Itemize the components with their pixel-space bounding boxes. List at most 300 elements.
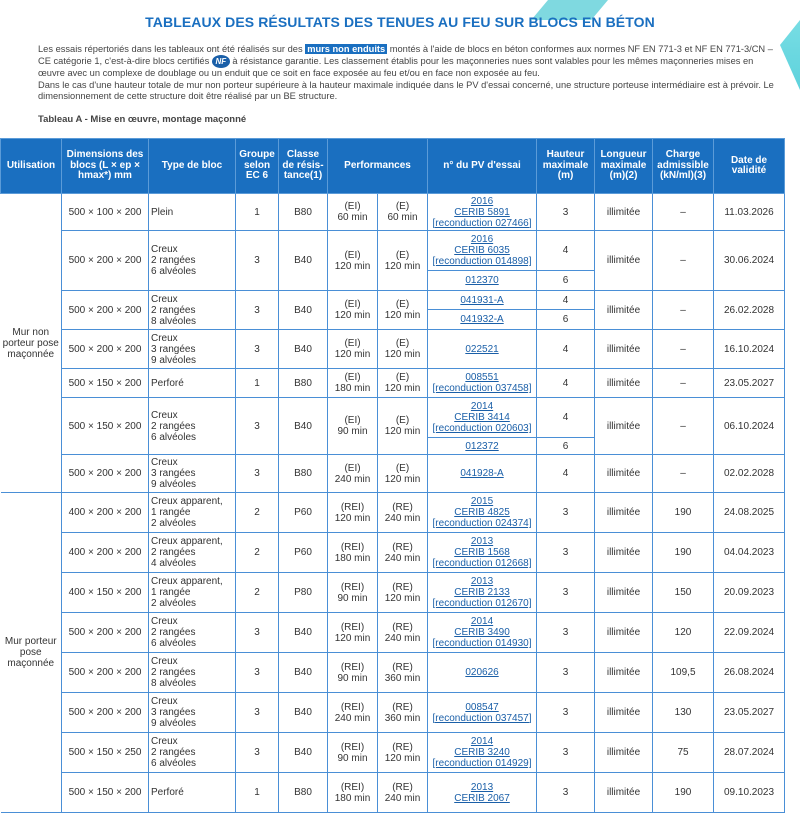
type-cell [149, 533, 236, 573]
hauteur-cell: 3 [537, 493, 595, 533]
cell-line: Creux apparent, [151, 576, 223, 587]
pv-cell [428, 773, 537, 813]
date-cell: 28.07.2024 [714, 733, 785, 773]
cell-line: 120 min [334, 349, 371, 360]
longueur-cell: illimitée [595, 330, 653, 369]
cell-line: 120 min [384, 752, 421, 764]
cell-line: 120 min [334, 260, 371, 272]
longueur-cell: illimitée [595, 398, 653, 455]
groupe-cell: 1 [236, 194, 279, 231]
hauteur-cell: 6 [537, 310, 595, 330]
cell-line: 240 min [384, 632, 421, 644]
cell-line: 6 alvéoles [151, 638, 197, 649]
pv-link[interactable]: 2016 [470, 195, 494, 207]
performance-cell [328, 194, 378, 231]
pv-link[interactable]: CERIB 3240 [454, 747, 510, 758]
cell-line: Creux [151, 656, 178, 667]
cell-line: (RE) [392, 781, 413, 793]
cell-line: Creux [151, 409, 178, 421]
pv-link[interactable]: 012370 [465, 275, 499, 286]
pv-link[interactable]: CERIB 1568 [454, 547, 510, 558]
pv-link[interactable]: 2015 [470, 496, 494, 507]
table-row [1, 194, 785, 231]
cell-line: 180 min [334, 552, 371, 564]
highlight-murs-non-enduits: murs non enduits [307, 44, 386, 54]
dimensions-cell: 500 × 150 × 200 [62, 773, 149, 813]
cell-line: (REI) [340, 541, 365, 553]
dimensions-cell: 500 × 200 × 200 [62, 291, 149, 330]
pv-link[interactable]: CERIB 3490 [454, 627, 510, 638]
pv-link[interactable]: 041932-A [460, 314, 504, 325]
dimensions-cell: 500 × 200 × 200 [62, 231, 149, 291]
hauteur-cell: 6 [537, 271, 595, 291]
cell-line: 2 alvéoles [151, 518, 197, 529]
longueur-cell: illimitée [595, 653, 653, 693]
hauteur-cell: 3 [537, 194, 595, 231]
cell-line: (REI) [340, 741, 365, 753]
performance-cell [378, 194, 428, 231]
date-cell: 24.08.2025 [714, 493, 785, 533]
charge-cell: – [653, 455, 714, 493]
cell-line: 90 min [337, 752, 368, 764]
pv-cell [428, 291, 537, 310]
cell-line: Creux apparent, [151, 536, 223, 547]
date-cell: 23.05.2027 [714, 693, 785, 733]
type-cell [149, 369, 236, 398]
performance-cell [328, 733, 378, 773]
pv-link[interactable]: [reconduction 024374] [432, 518, 532, 529]
cell-line: 90 min [337, 672, 368, 684]
pv-link[interactable]: 020626 [465, 667, 499, 678]
cell-line: 3 rangées [151, 707, 196, 718]
longueur-cell: illimitée [595, 613, 653, 653]
pv-link[interactable]: 041931-A [460, 294, 504, 306]
performance-cell [328, 573, 378, 613]
table-row [1, 231, 785, 271]
cell-line: 60 min [337, 212, 368, 223]
header-type: Type de bloc [149, 139, 236, 194]
pv-link[interactable]: [reconduction 012670] [432, 598, 532, 609]
pv-link[interactable]: 2013 [470, 536, 494, 547]
classe-cell: B80 [279, 194, 328, 231]
pv-link[interactable]: [reconduction 014898] [432, 256, 532, 267]
cell-line: 2 rangées [151, 304, 196, 316]
performance-cell [378, 693, 428, 733]
header-charge: Charge admissible (kN/ml)(3) [653, 139, 714, 194]
table-row [1, 773, 785, 813]
pv-link[interactable]: CERIB 3414 [454, 412, 510, 423]
dimensions-cell: 500 × 150 × 200 [62, 369, 149, 398]
dimensions-cell: 500 × 200 × 200 [62, 653, 149, 693]
dimensions-cell: 500 × 150 × 250 [62, 733, 149, 773]
cell-line: 120 min [384, 592, 421, 604]
dimensions-cell: 500 × 200 × 200 [62, 330, 149, 369]
charge-cell: – [653, 194, 714, 231]
pv-cell [428, 271, 537, 291]
cell-line: (RE) [392, 501, 413, 513]
pv-link[interactable]: 2014 [470, 736, 494, 747]
performance-cell [378, 493, 428, 533]
groupe-cell: 3 [236, 693, 279, 733]
cell-line: (REI) [340, 581, 365, 593]
groupe-cell: 3 [236, 733, 279, 773]
pv-link[interactable]: 012372 [465, 440, 499, 452]
type-cell [149, 194, 236, 231]
cell-line: 240 min [384, 552, 421, 564]
groupe-cell: 3 [236, 613, 279, 653]
charge-cell: – [653, 369, 714, 398]
classe-cell: B40 [279, 330, 328, 369]
type-cell [149, 493, 236, 533]
groupe-cell: 2 [236, 573, 279, 613]
hauteur-cell: 4 [537, 291, 595, 310]
intro-text-part: à résistance garantie. Les classement établis pour les maçonneries nues sont valables pour les mêmes maçonneries mises en œuvre avec un complexe de doublage ou un enduit que ce soit en face exposée au feu et/ou en face non exposée au feu. [38, 56, 754, 79]
cell-line: 240 min [384, 792, 421, 804]
charge-cell: – [653, 231, 714, 291]
nf-logo-icon: NF [212, 55, 230, 68]
performance-cell [328, 493, 378, 533]
pv-link[interactable]: [reconduction 037458] [432, 383, 532, 394]
longueur-cell: illimitée [595, 231, 653, 291]
cell-line: Creux [151, 332, 178, 344]
hauteur-cell: 3 [537, 533, 595, 573]
cell-line: (REI) [340, 701, 365, 713]
header-utilisation: Utilisation [1, 139, 62, 194]
cell-line: 120 min [384, 473, 421, 485]
table-header-row [1, 139, 785, 194]
cell-line: (E) [395, 201, 410, 212]
cell-line: 240 min [334, 712, 371, 724]
classe-cell: B40 [279, 291, 328, 330]
classe-cell: B80 [279, 455, 328, 493]
groupe-cell: 2 [236, 493, 279, 533]
pv-link[interactable]: 008547 [465, 701, 499, 713]
performance-cell [328, 231, 378, 291]
cell-line: (EI) [344, 299, 361, 310]
cell-line: (RE) [392, 701, 413, 713]
pv-cell [428, 533, 537, 573]
cell-line: (RE) [392, 661, 413, 673]
groupe-cell: 3 [236, 398, 279, 455]
pv-cell [428, 733, 537, 773]
intro-text [38, 44, 774, 102]
cell-line: 120 min [334, 632, 371, 644]
pv-cell [428, 310, 537, 330]
page-title: TABLEAUX DES RÉSULTATS DES TENUES AU FEU SUR BLOCS EN BÉTON [145, 14, 655, 30]
dimensions-cell: 500 × 150 × 200 [62, 398, 149, 455]
cell-line: 8 alvéoles [151, 315, 197, 327]
type-cell [149, 613, 236, 653]
pv-link[interactable]: CERIB 2067 [454, 792, 510, 804]
cell-line: (E) [395, 249, 410, 261]
cell-line: 2 rangées [151, 420, 196, 432]
table-row [1, 733, 785, 773]
longueur-cell: illimitée [595, 533, 653, 573]
hauteur-cell: 4 [537, 455, 595, 493]
table-row [1, 613, 785, 653]
pv-link[interactable]: [reconduction 014930] [432, 638, 532, 649]
cell-line: 6 alvéoles [151, 758, 197, 769]
intro-paragraph: Dans le cas d'une hauteur totale de mur non porteur supérieure à la hauteur maximale indiquée dans le PV d'essai concerné, une structure porteuse intermédiaire est à prévoir. Le dimensionnement de cette structure doit être réalisé par un BE structure. [38, 79, 774, 101]
performance-cell [378, 291, 428, 330]
cell-line: 4 alvéoles [151, 558, 197, 569]
charge-cell: 190 [653, 773, 714, 813]
date-cell: 26.08.2024 [714, 653, 785, 693]
longueur-cell: illimitée [595, 733, 653, 773]
pv-link[interactable]: [reconduction 012668] [432, 558, 532, 569]
pv-link[interactable]: [reconduction 014929] [432, 758, 532, 769]
pv-link[interactable]: CERIB 6035 [454, 245, 510, 256]
date-cell: 20.09.2023 [714, 573, 785, 613]
cell-line: (RE) [392, 581, 413, 593]
groupe-cell: 1 [236, 773, 279, 813]
pv-link[interactable]: 2013 [470, 576, 494, 587]
pv-cell [428, 231, 537, 271]
classe-cell: P80 [279, 573, 328, 613]
pv-cell [428, 493, 537, 533]
cell-line: 9 alvéoles [151, 718, 197, 729]
date-cell: 06.10.2024 [714, 398, 785, 455]
groupe-cell: 3 [236, 231, 279, 291]
cell-line: 120 min [384, 310, 421, 321]
performance-cell [378, 733, 428, 773]
cell-line: 2 rangées [151, 667, 196, 678]
performance-cell [378, 533, 428, 573]
cell-line: (RE) [392, 741, 413, 753]
groupe-cell: 3 [236, 291, 279, 330]
table-caption: Tableau A - Mise en œuvre, montage maçonné [38, 114, 247, 125]
table-row [1, 653, 785, 693]
table-row [1, 291, 785, 310]
cell-line: 2 rangées [151, 627, 196, 638]
type-cell [149, 398, 236, 455]
date-cell: 30.06.2024 [714, 231, 785, 291]
cell-line: 180 min [334, 792, 371, 804]
performance-cell [328, 291, 378, 330]
cell-line: 9 alvéoles [151, 479, 197, 490]
longueur-cell: illimitée [595, 369, 653, 398]
pv-link[interactable]: CERIB 2133 [454, 587, 510, 598]
charge-cell: 190 [653, 493, 714, 533]
classe-cell: B40 [279, 693, 328, 733]
performance-cell [328, 398, 378, 455]
intro-paragraph [38, 44, 774, 80]
pv-link[interactable]: 008551 [465, 372, 499, 383]
longueur-cell: illimitée [595, 194, 653, 231]
type-cell [149, 733, 236, 773]
cell-line: 180 min [334, 383, 371, 394]
cell-line: 6 alvéoles [151, 431, 197, 443]
pv-link[interactable]: 2014 [470, 616, 494, 627]
pv-link[interactable]: 022521 [465, 343, 499, 355]
performance-cell [328, 693, 378, 733]
classe-cell: B80 [279, 369, 328, 398]
cell-line: 2 rangées [151, 747, 196, 758]
classe-cell: B80 [279, 773, 328, 813]
charge-cell: 130 [653, 693, 714, 733]
cell-line: 120 min [384, 426, 421, 437]
type-cell [149, 773, 236, 813]
cell-line: (REI) [340, 621, 365, 633]
table-row [1, 369, 785, 398]
cell-line: (REI) [340, 781, 365, 793]
hauteur-cell: 3 [537, 693, 595, 733]
performance-cell [328, 653, 378, 693]
table-row [1, 455, 785, 493]
pv-cell [428, 613, 537, 653]
cell-line: 90 min [337, 592, 368, 604]
cell-line: Creux [151, 696, 178, 707]
charge-cell: 120 [653, 613, 714, 653]
pv-link[interactable]: [reconduction 027466] [432, 217, 532, 229]
performance-cell [328, 455, 378, 493]
hauteur-cell: 4 [537, 231, 595, 271]
pv-link[interactable]: 2014 [470, 401, 494, 412]
cell-line: 120 min [334, 310, 371, 321]
groupe-cell: 3 [236, 455, 279, 493]
date-cell: 26.02.2028 [714, 291, 785, 330]
dimensions-cell: 400 × 150 × 200 [62, 573, 149, 613]
table-row [1, 493, 785, 533]
table-row [1, 330, 785, 369]
longueur-cell: illimitée [595, 455, 653, 493]
hauteur-cell: 4 [537, 398, 595, 438]
date-cell: 04.04.2023 [714, 533, 785, 573]
cell-line: (EI) [344, 462, 361, 474]
hauteur-cell: 4 [537, 369, 595, 398]
dimensions-cell: 500 × 200 × 200 [62, 613, 149, 653]
groupe-cell: 3 [236, 653, 279, 693]
cell-line: (REI) [340, 661, 365, 673]
date-cell: 09.10.2023 [714, 773, 785, 813]
header-groupe: Groupe selon EC 6 [236, 139, 279, 194]
dimensions-cell: 500 × 200 × 200 [62, 693, 149, 733]
charge-cell: – [653, 291, 714, 330]
groupe-cell: 3 [236, 330, 279, 369]
cell-line: (EI) [344, 249, 361, 261]
dimensions-cell: 500 × 200 × 200 [62, 455, 149, 493]
pv-cell [428, 194, 537, 231]
cell-line: Creux apparent, [151, 496, 223, 507]
intro-text-part: montés à l'aide de blocs en béton conformes aux normes NF EN 771-3 et NF EN 771-3/CN – CE catégorie 1, c'est-à-dire blocs certifiés [38, 44, 773, 67]
cell-line: Creux [151, 244, 178, 255]
longueur-cell: illimitée [595, 693, 653, 733]
cell-line: 3 rangées [151, 468, 196, 479]
cell-line: 3 rangées [151, 343, 196, 355]
results-table [0, 138, 785, 813]
table-row [1, 573, 785, 613]
classe-cell: B40 [279, 653, 328, 693]
header-date: Date de validité [714, 139, 785, 194]
charge-cell: – [653, 330, 714, 369]
header-hauteur: Hauteur maximale (m) [537, 139, 595, 194]
cell-line: 120 min [384, 383, 421, 394]
cell-line: 8 alvéoles [151, 678, 197, 689]
date-cell: 11.03.2026 [714, 194, 785, 231]
pv-cell [428, 653, 537, 693]
pv-link[interactable]: 041928-A [460, 468, 504, 479]
header-classe: Classe de résis-tance(1) [279, 139, 328, 194]
charge-cell: 190 [653, 533, 714, 573]
table-row [1, 693, 785, 733]
cell-line: 90 min [337, 426, 368, 437]
cell-line: (EI) [344, 338, 361, 349]
charge-cell: – [653, 398, 714, 455]
cell-line: (REI) [340, 501, 365, 513]
type-cell [149, 231, 236, 291]
classe-cell: P60 [279, 533, 328, 573]
performance-cell [328, 369, 378, 398]
type-cell [149, 573, 236, 613]
performance-cell [378, 369, 428, 398]
utilisation-cell: Mur non porteur pose maçonnée [1, 194, 62, 493]
charge-cell: 109,5 [653, 653, 714, 693]
type-cell [149, 330, 236, 369]
dimensions-cell: 400 × 200 × 200 [62, 533, 149, 573]
performance-cell [378, 773, 428, 813]
cell-line: (EI) [344, 201, 361, 212]
header-dimensions: Dimensions des blocs (L × ep × hmax*) mm [62, 139, 149, 194]
cell-line: 6 alvéoles [151, 266, 197, 277]
cell-line: 1 rangée [151, 587, 191, 598]
pv-link[interactable]: 2016 [470, 234, 494, 245]
longueur-cell: illimitée [595, 773, 653, 813]
performance-cell [378, 398, 428, 455]
cell-line: 2 alvéoles [151, 598, 197, 609]
pv-link[interactable]: CERIB 4825 [454, 507, 510, 518]
cell-line: Perforé [151, 377, 184, 389]
hauteur-cell: 4 [537, 330, 595, 369]
type-cell [149, 455, 236, 493]
table-row [1, 398, 785, 438]
longueur-cell: illimitée [595, 291, 653, 330]
intro-text-part: Les essais répertoriés dans les tableaux ont été réalisés sur des [38, 44, 306, 54]
cell-line: Creux [151, 293, 178, 305]
pv-cell [428, 693, 537, 733]
groupe-cell: 2 [236, 533, 279, 573]
charge-cell: 150 [653, 573, 714, 613]
cell-line: (E) [395, 338, 410, 349]
cell-line: (EI) [344, 415, 361, 426]
classe-cell: B40 [279, 398, 328, 455]
pv-link[interactable]: 2013 [470, 781, 494, 793]
pv-link[interactable]: [reconduction 020603] [432, 423, 532, 434]
utilisation-cell: Mur porteur pose maçonnée [1, 493, 62, 813]
pv-link[interactable]: CERIB 5891 [454, 206, 510, 218]
hauteur-cell: 3 [537, 613, 595, 653]
cell-line: (E) [395, 462, 410, 474]
classe-cell: B40 [279, 733, 328, 773]
pv-cell [428, 438, 537, 455]
pv-cell [428, 369, 537, 398]
performance-cell [378, 573, 428, 613]
cell-line: 60 min [387, 212, 418, 223]
cell-line: 2 rangées [151, 547, 196, 558]
groupe-cell: 1 [236, 369, 279, 398]
pv-cell [428, 330, 537, 369]
cell-line: 360 min [384, 712, 421, 724]
cell-line: Perforé [151, 787, 184, 798]
date-cell: 23.05.2027 [714, 369, 785, 398]
header-performances: Performances [328, 139, 428, 194]
pv-link[interactable]: [reconduction 037457] [432, 712, 532, 724]
cell-line: Creux [151, 616, 178, 627]
type-cell [149, 291, 236, 330]
classe-cell: P60 [279, 493, 328, 533]
performance-cell [378, 330, 428, 369]
cell-line: (RE) [392, 541, 413, 553]
cell-line: 240 min [334, 473, 371, 485]
